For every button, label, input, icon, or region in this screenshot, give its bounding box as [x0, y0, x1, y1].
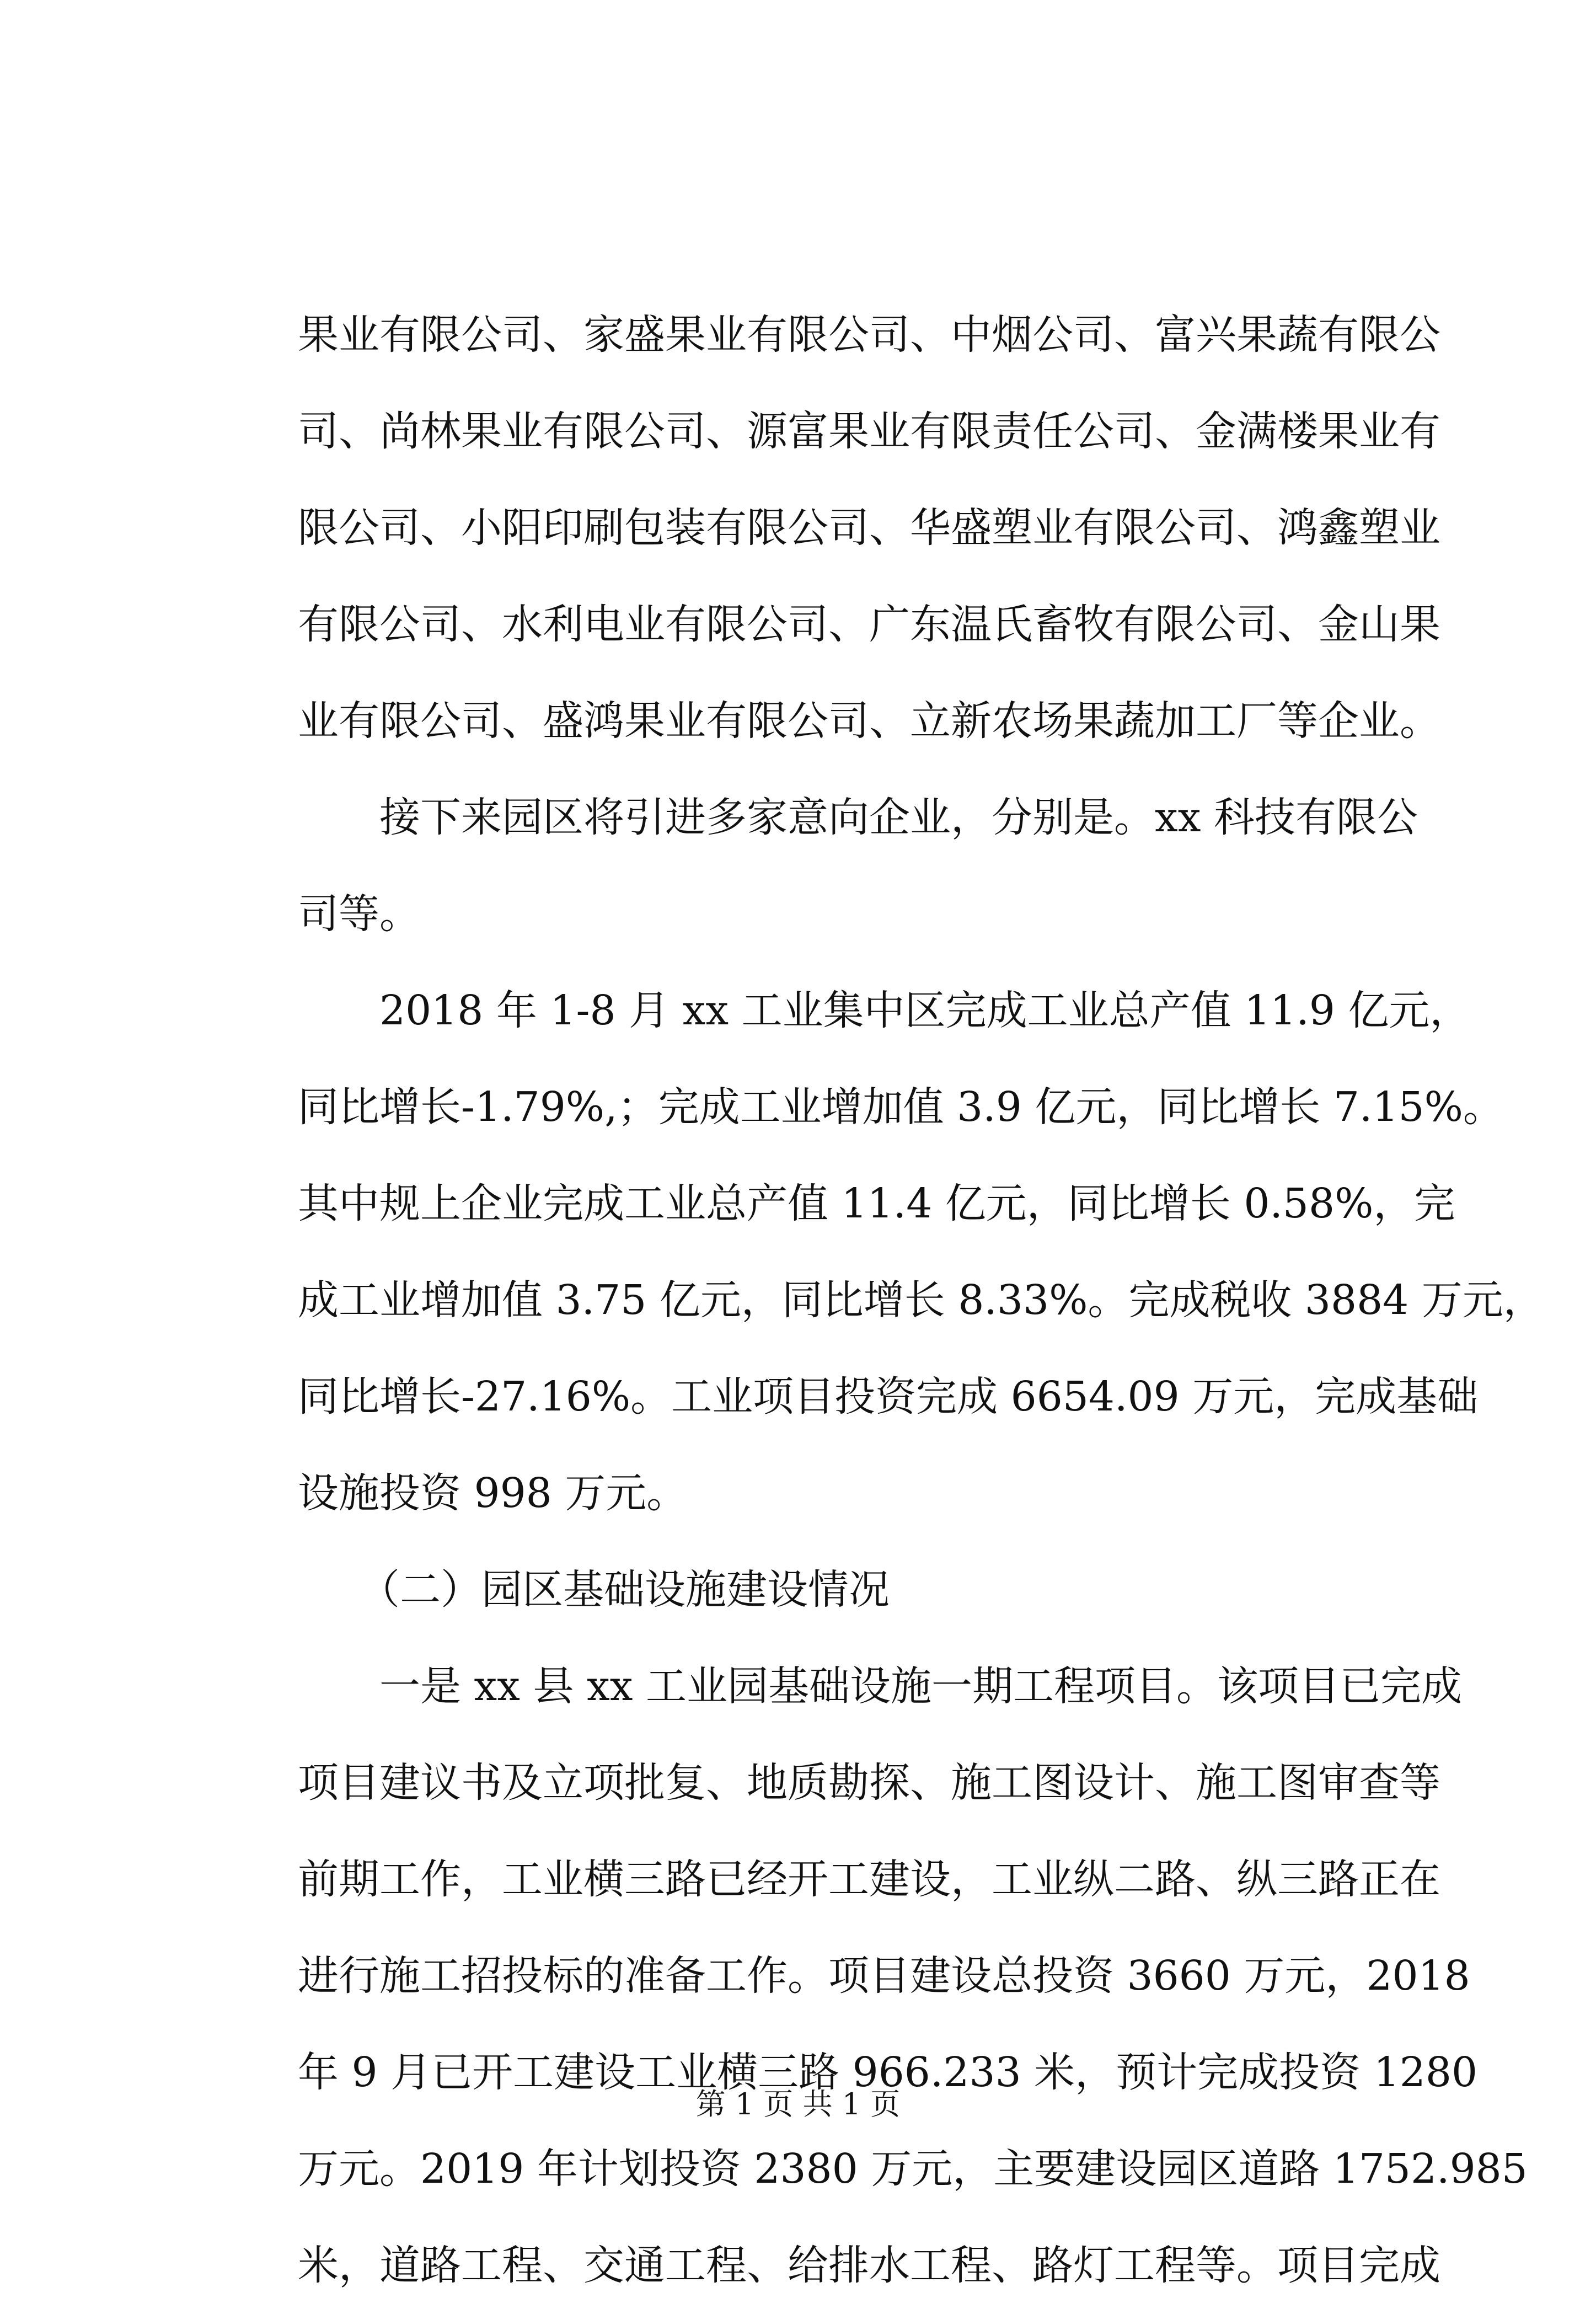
- page-footer: [0, 2085, 1596, 2124]
- text-line: 成工业增加值 3.75 亿元，同比增长 8.33%。完成税收 3884 万元，: [298, 1276, 1544, 1324]
- text-line: 项目建议书及立项批复、地质勘探、施工图设计、施工图审查等: [298, 1759, 1440, 1807]
- text-line: 司等。: [298, 890, 420, 938]
- text-line: 果业有限公司、家盛果业有限公司、中烟公司、富兴果蔬有限公: [298, 311, 1440, 359]
- text-line: 同比增长-1.79%,；完成工业增加值 3.9 亿元，同比增长 7.15%。: [298, 1083, 1504, 1131]
- text-line: 司、尚林果业有限公司、源富果业有限责任公司、金满楼果业有: [298, 408, 1440, 455]
- text-line: 有限公司、水利电业有限公司、广东温氏畜牧有限公司、金山果: [298, 601, 1440, 648]
- text-line: 一是 xx 县 xx 工业园基础设施一期工程项目。该项目已完成: [298, 1663, 1463, 1710]
- text-line: 其中规上企业完成工业总产值 11.4 亿元，同比增长 0.58%，完: [298, 1180, 1455, 1227]
- document-body: [298, 287, 1544, 2314]
- text-line: 米，道路工程、交通工程、给排水工程、路灯工程等。项目完成: [298, 2242, 1440, 2289]
- text-line: 设施投资 998 万元。: [298, 1469, 688, 1517]
- text-line: 万元。2019 年计划投资 2380 万元，主要建设园区道路 1752.985: [298, 2145, 1528, 2193]
- text-line: 接下来园区将引进多家意向企业，分别是。xx 科技有限公: [298, 794, 1418, 841]
- page-number: 第 1 页 共 1 页: [695, 2087, 901, 2121]
- text-line: 年 9 月已开工建设工业横三路 966.233 米，预计完成投资 1280: [298, 2049, 1478, 2096]
- text-line: 进行施工招投标的准备工作。项目建设总投资 3660 万元，2018: [298, 1952, 1470, 2000]
- text-line: 限公司、小阳印刷包装有限公司、华盛塑业有限公司、鸿鑫塑业: [298, 504, 1440, 552]
- section-heading: （二）园区基础设施建设情况: [298, 1566, 890, 1613]
- text-line: 2018 年 1-8 月 xx 工业集中区完成工业总产值 11.9 亿元，: [298, 987, 1471, 1034]
- text-line: 同比增长-27.16%。工业项目投资完成 6654.09 万元，完成基础: [298, 1373, 1479, 1420]
- text-line: 前期工作，工业横三路已经开工建设，工业纵二路、纵三路正在: [298, 1856, 1440, 1903]
- text-line: 业有限公司、盛鸿果业有限公司、立新农场果蔬加工厂等企业。: [298, 697, 1440, 745]
